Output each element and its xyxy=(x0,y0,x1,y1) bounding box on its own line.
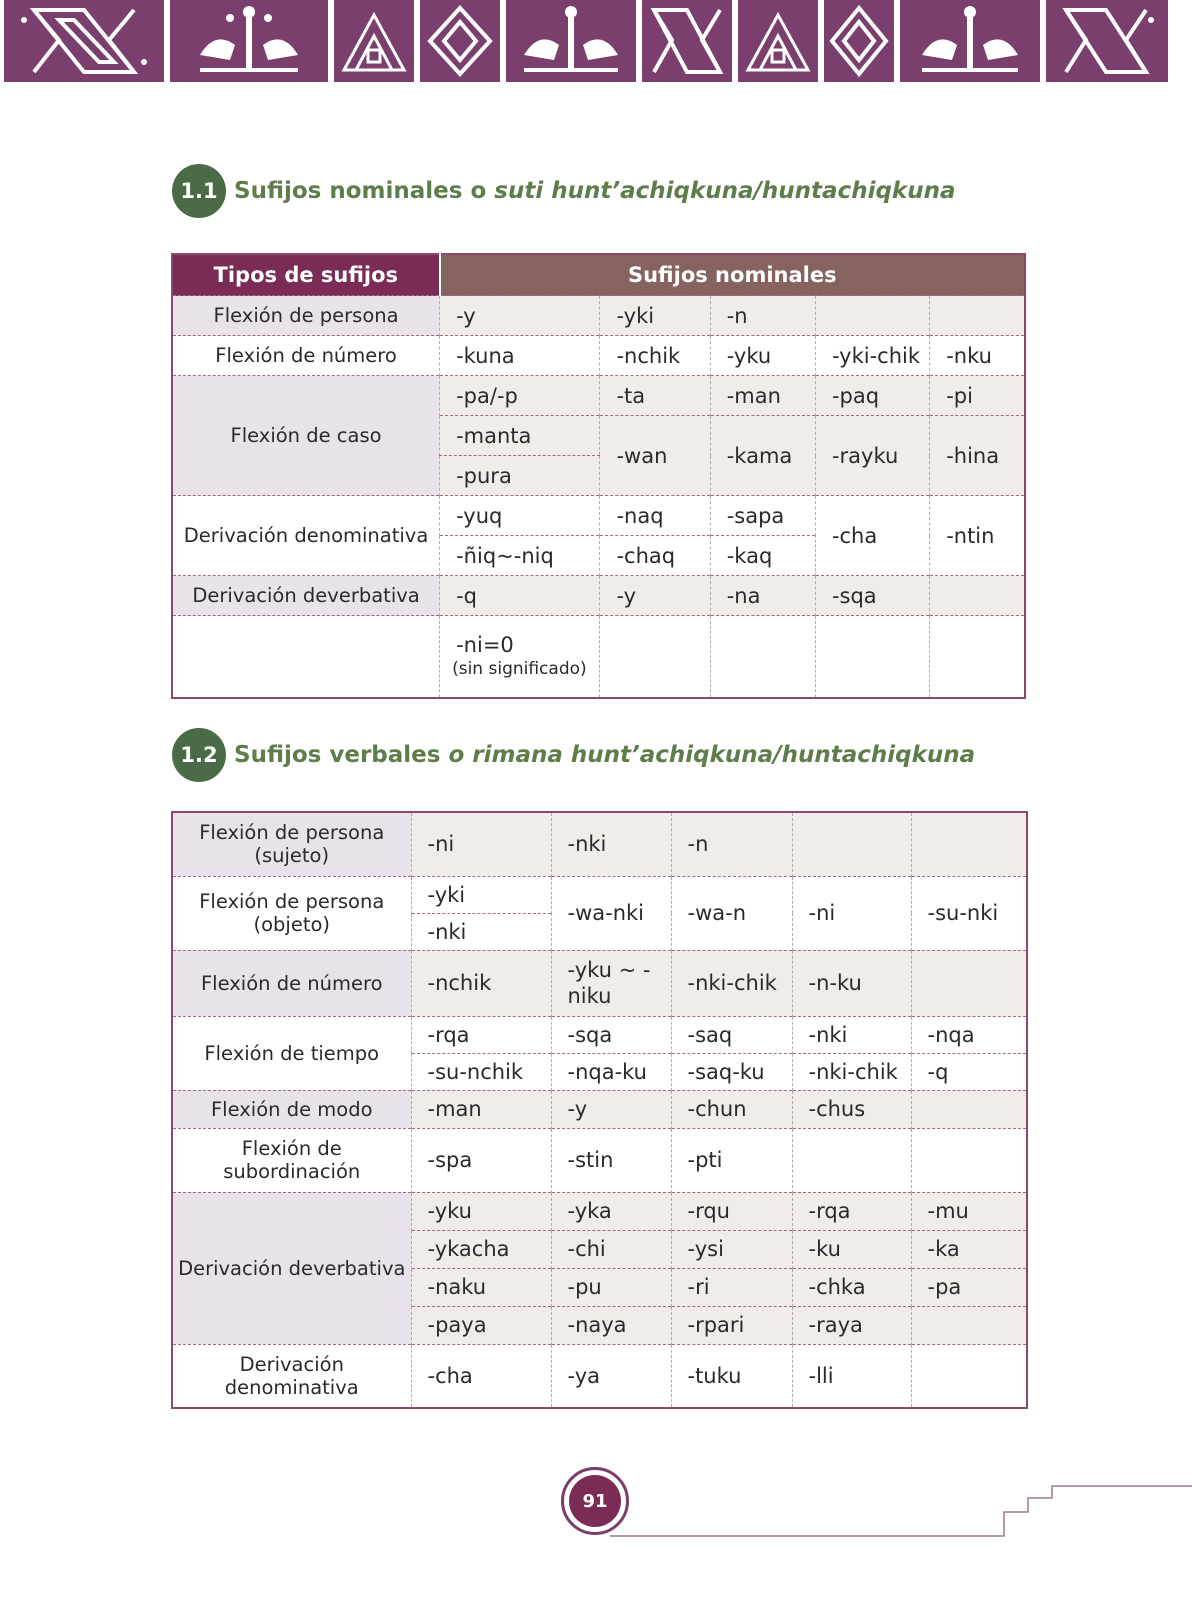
column-header: Sufijos nominales xyxy=(440,254,1025,296)
suffix-cell: -rpari xyxy=(671,1306,792,1344)
suffix-cell: -rqa xyxy=(792,1192,911,1230)
pattern-tile-birds xyxy=(506,0,636,82)
suffix-cell: -paya xyxy=(411,1306,551,1344)
row-label: Flexión de número xyxy=(172,950,411,1016)
suffix-cell: -q xyxy=(440,576,600,616)
suffix-cell: -naku xyxy=(411,1268,551,1306)
row-label: Flexión de persona (sujeto) xyxy=(172,812,411,876)
suffix-cell: -manta xyxy=(440,416,600,456)
suffix-cell xyxy=(600,616,710,698)
suffix-cell: -sapa xyxy=(710,496,815,536)
suffix-cell: -lli xyxy=(792,1344,911,1408)
suffix-cell: -man xyxy=(411,1090,551,1128)
suffix-cell xyxy=(911,812,1027,876)
suffix-cell: -ni xyxy=(411,812,551,876)
suffix-cell: -ykacha xyxy=(411,1230,551,1268)
row-label: Derivación denominativa xyxy=(172,496,440,576)
suffix-cell: -ntin xyxy=(930,496,1025,576)
suffix-cell: -mu xyxy=(911,1192,1027,1230)
row-label: Flexión de persona xyxy=(172,296,440,336)
table-row xyxy=(172,1016,1027,1053)
suffix-cell: -ri xyxy=(671,1268,792,1306)
pattern-tile-house xyxy=(738,0,818,82)
suffix-cell: -nki xyxy=(792,1016,911,1053)
suffix-cell xyxy=(911,1344,1027,1408)
suffix-cell xyxy=(911,1306,1027,1344)
suffix-cell: -chaq xyxy=(600,536,710,576)
suffix-cell: -na xyxy=(710,576,815,616)
row-label: Derivación deverbativa xyxy=(172,576,440,616)
suffix-cell: -saq-ku xyxy=(671,1053,792,1090)
suffix-cell: -kama xyxy=(710,416,815,496)
table-row xyxy=(172,576,1025,616)
suffix-cell: -nki xyxy=(411,913,551,950)
suffix-cell xyxy=(930,576,1025,616)
suffix-cell: -yku xyxy=(710,336,815,376)
pattern-tile-geometric xyxy=(642,0,732,82)
suffix-cell: -tuku xyxy=(671,1344,792,1408)
suffix-cell: -yku ~ -niku xyxy=(551,950,671,1016)
suffix-cell: -pura xyxy=(440,456,600,496)
table-row xyxy=(172,1192,1027,1230)
suffix-cell xyxy=(930,296,1025,336)
suffix-cell: -chka xyxy=(792,1268,911,1306)
suffix-cell: -ya xyxy=(551,1344,671,1408)
table-row xyxy=(172,336,1025,376)
verbal-suffixes-table xyxy=(171,811,1028,1409)
table-row xyxy=(172,1128,1027,1192)
pattern-tile-diamond xyxy=(420,0,500,82)
suffix-cell: -cha xyxy=(815,496,929,576)
suffix-cell: -chi xyxy=(551,1230,671,1268)
row-label: Flexión de subordinación xyxy=(172,1128,411,1192)
suffix-cell: -ni xyxy=(792,876,911,950)
suffix-cell xyxy=(911,1090,1027,1128)
row-label: Flexión de modo xyxy=(172,1090,411,1128)
suffix-cell: -man xyxy=(710,376,815,416)
section-number-badge: 1.1 xyxy=(172,164,226,218)
suffix-cell: -pti xyxy=(671,1128,792,1192)
pattern-tile-diamond xyxy=(824,0,894,82)
suffix-cell: -raya xyxy=(792,1306,911,1344)
suffix-cell: -su-nchik xyxy=(411,1053,551,1090)
suffix-cell: -paq xyxy=(815,376,929,416)
section-title: Sufijos nominales o suti hunt’achiqkuna/huntachiqkuna xyxy=(234,178,956,204)
decorative-banner xyxy=(4,0,1192,82)
suffix-cell: -n xyxy=(710,296,815,336)
table-row xyxy=(172,812,1027,876)
suffix-cell: -yki xyxy=(600,296,710,336)
suffix-cell xyxy=(792,1128,911,1192)
section-heading-1-1 xyxy=(172,164,955,218)
suffix-cell: -rqa xyxy=(411,1016,551,1053)
suffix-cell: -ka xyxy=(911,1230,1027,1268)
suffix-cell: -n-ku xyxy=(792,950,911,1016)
suffix-cell: -nki xyxy=(551,812,671,876)
suffix-cell: -rqu xyxy=(671,1192,792,1230)
suffix-cell: -nki-chik xyxy=(792,1053,911,1090)
table-row xyxy=(172,616,1025,698)
table-row xyxy=(172,876,1027,913)
page-number: 91 xyxy=(569,1475,621,1527)
suffix-cell: -nchik xyxy=(411,950,551,1016)
suffix-cell: -kaq xyxy=(710,536,815,576)
suffix-cell: -nku xyxy=(930,336,1025,376)
suffix-cell: -kuna xyxy=(440,336,600,376)
suffix-cell xyxy=(911,950,1027,1016)
pattern-tile-birds xyxy=(900,0,1040,82)
section-heading-1-2 xyxy=(172,728,975,782)
suffix-cell: -hina xyxy=(930,416,1025,496)
pattern-tile-geometric xyxy=(4,0,164,82)
suffix-cell: -chus xyxy=(792,1090,911,1128)
suffix-note: (sin significado) xyxy=(452,659,587,680)
suffix-cell: -nchik xyxy=(600,336,710,376)
suffix-cell: -wan xyxy=(600,416,710,496)
suffix-cell: -saq xyxy=(671,1016,792,1053)
suffix-value: -ni=0 xyxy=(456,633,514,658)
table-header-row xyxy=(172,254,1025,296)
pattern-tile-birds xyxy=(170,0,328,82)
suffix-cell xyxy=(440,616,600,698)
suffix-cell xyxy=(815,296,929,336)
suffix-cell: -ku xyxy=(792,1230,911,1268)
suffix-cell: -yku xyxy=(411,1192,551,1230)
suffix-cell: -spa xyxy=(411,1128,551,1192)
page-number-badge xyxy=(561,1467,629,1535)
suffix-cell: -ta xyxy=(600,376,710,416)
section-title: Sufijos verbales o rimana hunt’achiqkuna/huntachiqkuna xyxy=(234,742,976,768)
suffix-cell: -ñiq~-niq xyxy=(440,536,600,576)
row-label: Flexión de número xyxy=(172,336,440,376)
suffix-cell: -y xyxy=(600,576,710,616)
suffix-cell: -sqa xyxy=(815,576,929,616)
section-number-badge: 1.2 xyxy=(172,728,226,782)
suffix-cell: -ysi xyxy=(671,1230,792,1268)
row-label: Derivación deverbativa xyxy=(172,1192,411,1344)
suffix-cell: -yuq xyxy=(440,496,600,536)
suffix-cell: -nqa-ku xyxy=(551,1053,671,1090)
column-header: Tipos de sufijos xyxy=(172,254,440,296)
suffix-cell: -pa/-p xyxy=(440,376,600,416)
table-row xyxy=(172,296,1025,336)
table-row xyxy=(172,1090,1027,1128)
suffix-cell: -y xyxy=(551,1090,671,1128)
suffix-cell: -wa-nki xyxy=(551,876,671,950)
suffix-cell xyxy=(710,616,815,698)
suffix-cell: -su-nki xyxy=(911,876,1027,950)
suffix-cell: -q xyxy=(911,1053,1027,1090)
suffix-cell: -y xyxy=(440,296,600,336)
suffix-cell xyxy=(792,812,911,876)
suffix-cell: -yki-chik xyxy=(815,336,929,376)
suffix-cell: -pa xyxy=(911,1268,1027,1306)
suffix-cell: -wa-n xyxy=(671,876,792,950)
row-label: Derivación denominativa xyxy=(172,1344,411,1408)
row-label: Flexión de tiempo xyxy=(172,1016,411,1090)
pattern-tile-geometric xyxy=(1046,0,1168,82)
row-label: Flexión de persona (objeto) xyxy=(172,876,411,950)
suffix-cell: -n xyxy=(671,812,792,876)
suffix-cell xyxy=(815,616,929,698)
pattern-tile-house xyxy=(334,0,414,82)
suffix-cell: -cha xyxy=(411,1344,551,1408)
suffix-cell: -naya xyxy=(551,1306,671,1344)
suffix-cell: -nqa xyxy=(911,1016,1027,1053)
table-row xyxy=(172,376,1025,416)
suffix-cell: -pi xyxy=(930,376,1025,416)
table-row xyxy=(172,950,1027,1016)
suffix-cell: -sqa xyxy=(551,1016,671,1053)
row-label xyxy=(172,616,440,698)
suffix-cell: -yka xyxy=(551,1192,671,1230)
suffix-cell: -rayku xyxy=(815,416,929,496)
row-label: Flexión de caso xyxy=(172,376,440,496)
suffix-cell: -pu xyxy=(551,1268,671,1306)
suffix-cell: -naq xyxy=(600,496,710,536)
suffix-cell xyxy=(930,616,1025,698)
suffix-cell: -chun xyxy=(671,1090,792,1128)
table-row xyxy=(172,496,1025,536)
nominal-suffixes-table xyxy=(171,253,1026,699)
suffix-cell: -yki xyxy=(411,876,551,913)
table-row xyxy=(172,1344,1027,1408)
suffix-cell: -nki-chik xyxy=(671,950,792,1016)
suffix-cell xyxy=(911,1128,1027,1192)
suffix-cell: -stin xyxy=(551,1128,671,1192)
